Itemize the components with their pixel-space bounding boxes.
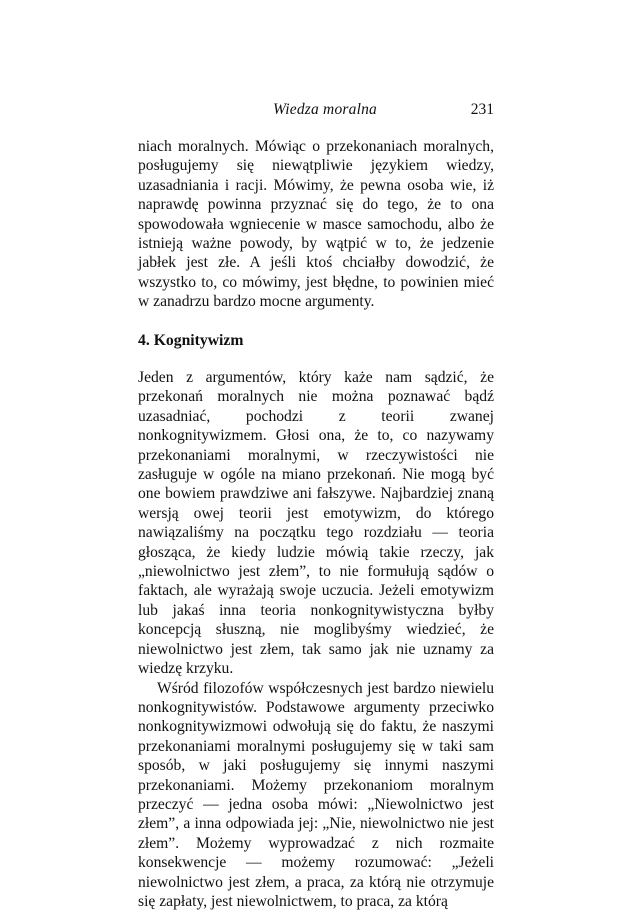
page-number: 231 — [471, 101, 494, 119]
running-head — [138, 101, 494, 121]
section-body — [138, 368, 494, 911]
section-heading: 4. Kognitywizm — [138, 332, 243, 350]
paragraph-text: Wśród filozofów współczesnych jest bardzo niewielu nonkognitywistów. Podstawowe argumenty przeciwko nonkognitywizmowi odwołują się do faktu, że naszymi przekonaniami moralnymi posługujemy się w taki sam sposób, w jaki posługujemy się innymi naszymi przekonaniami. Możemy przekonaniom moralnym przeczyć — jedna osoba mówi: „Niewolnictwo jest złem”, a inna odpowiada jej: „Nie, niewolnictwo nie jest złem”. Możemy wyprowadzać z nich rozmaite konsekwencje — możemy rozumować: „Jeżeli niewolnictwo jest złem, a praca, za którą nie otrzymuje się zapłaty, jest niewolnictwem, to praca, za którą — [138, 679, 494, 911]
running-title: Wiedza moralna — [273, 101, 377, 119]
paragraph-continued — [138, 137, 494, 312]
paragraph-text: Jeden z argumentów, który każe nam sądzić, że przekonań moralnych nie można poznawać bądź uzasadniać, pochodzi z teorii zwanej nonkognitywizmem. Głosi ona, że to, co nazywamy przekonaniami moralnymi, w rzeczywistości nie zasługuje w ogóle na miano przekonań. Nie mogą być one bowiem prawdziwe ani fałszywe. Najbardziej znaną wersją owej teorii jest emotywizm, do którego nawiązaliśmy na początku tego rozdziału — teoria głosząca, że kiedy ludzie mówią takie rzeczy, jak „niewolnictwo jest złem”, to nie formułują sądów o faktach, ale wyrażają swoje uczucia. Jeżeli emotywizm lub jakaś inna teoria nonkognitywistyczna byłby koncepcją słuszną, nie moglibyśmy wiedzieć, że niewolnictwo jest złem, tak samo jak nie uznamy za wiedzę krzyku. — [138, 368, 494, 679]
paragraph-text: niach moralnych. Mówiąc o przekonaniach moralnych, posługujemy się niewątpliwie językiem wiedzy, uzasadniania i racji. Mówimy, że pewna osoba wie, iż naprawdę powinna przyznać się do tego, że to ona spowodowała wgniecenie w masce samochodu, albo że istnieją ważne powody, by wątpić w to, że jedzenie jabłek jest złe. A jeśli ktoś chciałby dowodzić, że wszystko to, co mówimy, jest błędne, to powinien mieć w zanadrzu bardzo mocne argumenty. — [138, 137, 494, 312]
